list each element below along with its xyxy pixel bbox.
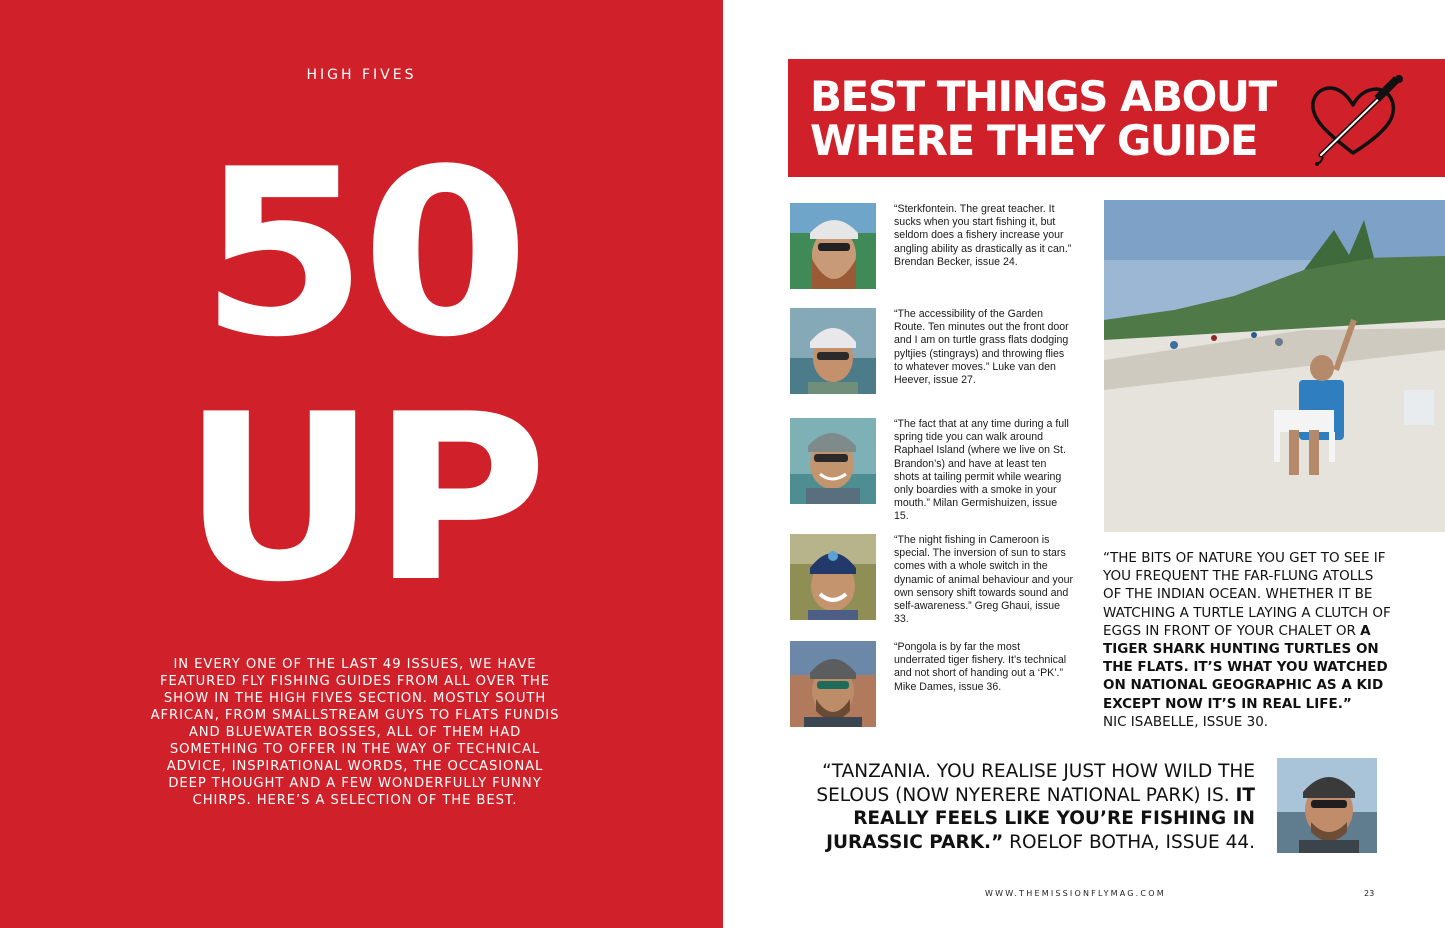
- quote-text: “The night fishing in Cameroon is special. The inversion of sun to stars comes with a whole switch in the dynamic of animal behaviour and your own sensory shift towards sound and self-awareness.” Greg Ghaui, issue 33.: [894, 534, 1074, 626]
- feature-quote-attribution: NIC ISABELLE, ISSUE 30.: [1103, 713, 1269, 730]
- footer-url[interactable]: WWW.THEMISSIONFLYMAG.COM: [985, 889, 1166, 898]
- page-title: BEST THINGS ABOUT WHERE THEY GUIDE: [810, 72, 1276, 165]
- bottom-quote: [780, 760, 1255, 854]
- beach-photo: [1104, 200, 1445, 532]
- feature-quote-plain: “THE BITS OF NATURE YOU GET TO SEE IF YOU FREQUENT THE FAR-FLUNG ATOLLS OF THE INDIAN OCEAN. WHETHER IT BE WATCHING A TURTLE LAYING A CLUTCH OF EGGS IN FRONT OF YOUR CHALET OR: [1103, 550, 1391, 639]
- section-label: HIGH FIVES: [306, 67, 417, 83]
- bottom-quote-bold: IT REALLY FEELS LIKE YOU’RE FISHING IN JURASSIC PARK.”: [826, 784, 1255, 853]
- quote-text: “The accessibility of the Garden Route. Ten minutes out the front door and I am on turtle grass flats dodging pyltjies (stingrays) and throwing flies to whatever moves.” Luke van den Heever, issue 27.: [894, 308, 1069, 387]
- quote-text: “Pongola is by far the most underrated tiger fishery. It’s technical and not short of handing out a ‘PK’.” Mike Dames, issue 36.: [894, 641, 1067, 693]
- feature-quote: [1103, 549, 1393, 731]
- guide-portrait: [790, 641, 876, 727]
- guide-portrait: [790, 203, 876, 289]
- bottom-quote-attribution: ROELOF BOTHA, ISSUE 44.: [1009, 831, 1255, 853]
- quote-text: “The fact that at any time during a full spring tide you can walk around Raphael Island (where we live on St. Brandon’s) and have at least ten shots at tailing permit while wearing only boardies with a smoke in your mouth.” Milan Germishuizen, issue 15.: [894, 418, 1069, 523]
- guide-portrait: [790, 418, 876, 504]
- guide-portrait: [790, 308, 876, 394]
- title-banner: [788, 59, 1445, 177]
- page-number: 23: [1364, 889, 1375, 898]
- bottom-quote-plain: “TANZANIA. YOU REALISE JUST HOW WILD THE SELOUS (NOW NYERERE NATIONAL PARK) IS.: [816, 761, 1255, 806]
- guide-portrait: [1277, 758, 1377, 853]
- guide-portrait: [790, 534, 876, 620]
- headline-word: UP: [181, 366, 542, 633]
- feature-quote-bold: A TIGER SHARK HUNTING TURTLES ON THE FLATS. IT’S WHAT YOU WATCHED ON NATIONAL GEOGRAPHIC AS A KID EXCEPT NOW IT’S IN REAL LIFE.”: [1103, 622, 1388, 712]
- headline-number: 50: [199, 121, 524, 388]
- intro-paragraph: IN EVERY ONE OF THE LAST 49 ISSUES, WE HAVE FEATURED FLY FISHING GUIDES FROM ALL OVER THE SHOW IN THE HIGH FIVES SECTION. MOSTLY SOUTH AFRICAN, FROM SMALLSTREAM GUYS TO FLATS FUNDIS AND BLUEWATER BOSSES, ALL OF THEM HAD SOMETHING TO OFFER IN THE WAY OF TECHNICAL ADVICE, INSPIRATIONAL WORDS, THE OCCASIONAL DEEP THOUGHT AND A FEW WONDERFULLY FUNNY CHIRPS. HERE’S A SELECTION OF THE BEST.: [150, 657, 560, 808]
- quote-text: “Sterkfontein. The great teacher. It sucks when you start fishing it, but seldom does a fishery increase your angling ability as drastically as it can.” Brendan Becker, issue 24.: [894, 203, 1072, 268]
- heart-dagger-icon: [1303, 69, 1413, 167]
